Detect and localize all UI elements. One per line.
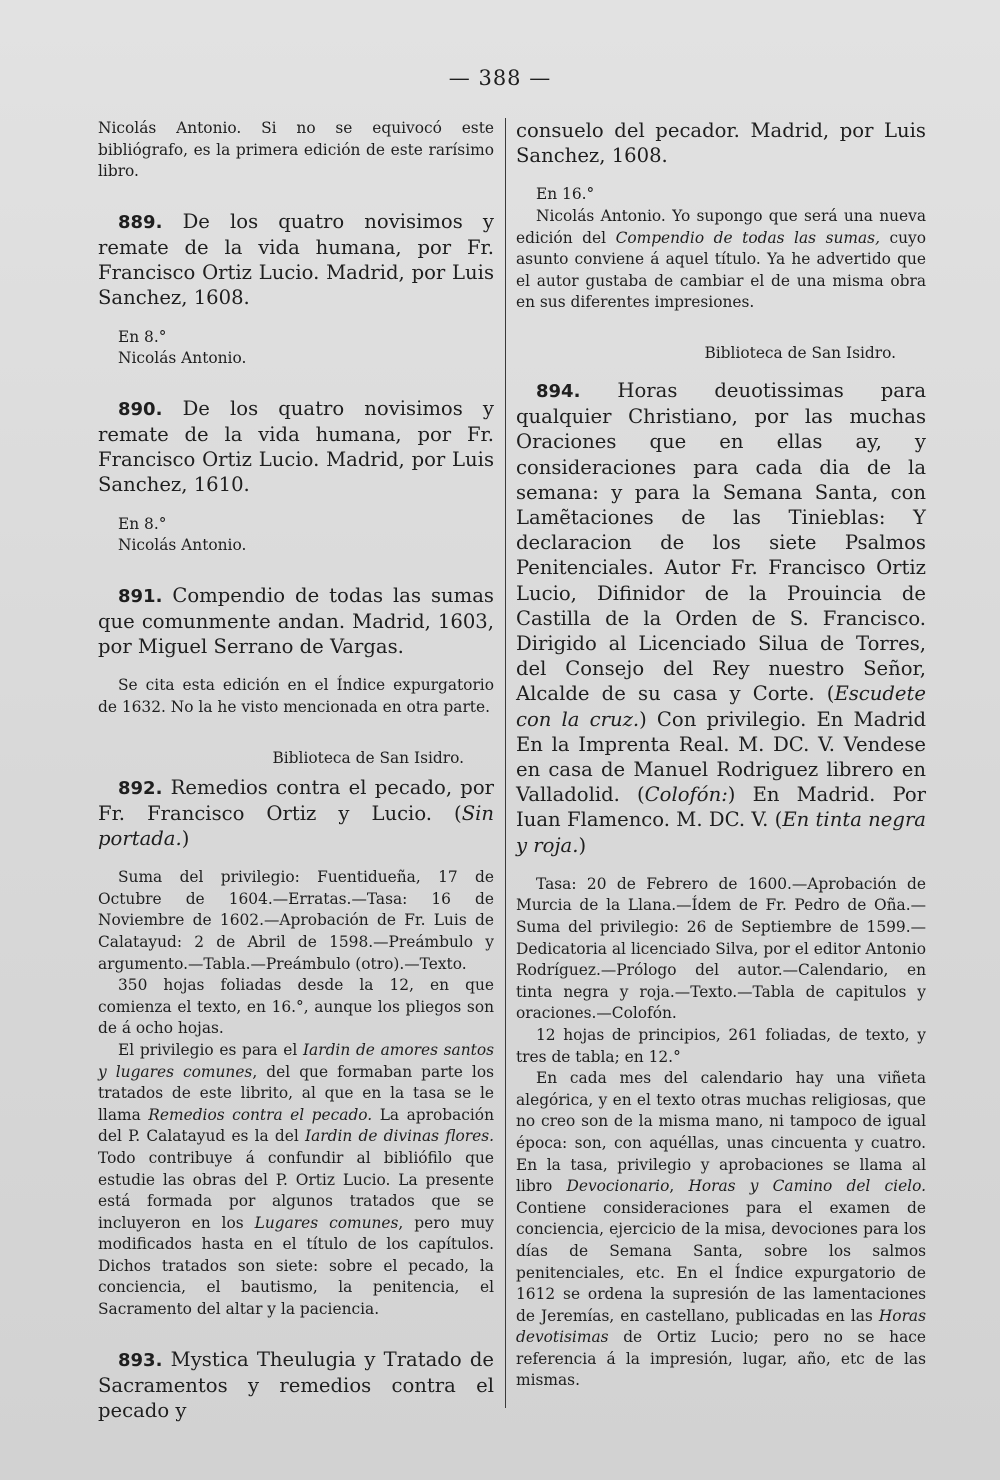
- entry-description: Tasa: 20 de Febrero de 1600.—Aprobación de Murcia de la Llana.—Ídem de Fr. Pedro de Oña.—Suma del privilegio: 26 de Septiembre de 1599.—Dedicatoria al licenciado Silva, por el editor Antonio Rodríguez.—Prólogo del autor.—Calendario, en tinta negra y roja.—Texto.—Tabla de capitulos y oraciones.—Colofón.: [516, 874, 926, 1023]
- entry-number: 894.: [536, 380, 581, 402]
- library-location: Biblioteca de San Isidro.: [704, 343, 896, 362]
- entry-number: 890.: [118, 398, 163, 420]
- entry-title-close: ): [181, 826, 190, 850]
- italic-run: Escudete con la cruz.: [516, 682, 926, 731]
- italic-run: Iardin de amores santos y lugares comunes: [98, 1040, 494, 1081]
- entry-title: De los quatro novisimos y remate de la vida humana, por Fr. Francisco Ortiz Lucio. Madrid, por Luis Sanchez, 1608.: [98, 209, 494, 310]
- italic-run: Iardin de divinas flores.: [305, 1127, 494, 1146]
- entry-893: [98, 1347, 494, 1424]
- format-note: En 8.°: [118, 514, 167, 533]
- italic-run: En tinta negra y roja.: [516, 808, 926, 857]
- text-run: ) En Madrid. Por Iuan Flamenco. M. DC. V. (: [516, 783, 926, 832]
- text-run: En cada mes del calendario hay una viñeta alegórica, y en el texto otras muchas religiosas, que no creo son de la misma mano, ni tampoco de igual época: son, con aquéllas, unas cincuenta y cuatro. En la tasa, privilegio y aprobaciones se llama al libro: [516, 1069, 926, 1196]
- text-run: El privilegio es para el: [118, 1040, 303, 1059]
- entry-title: Compendio de todas las sumas que comunmente andan. Madrid, 1603, por Miguel Serrano de Vargas.: [98, 583, 494, 659]
- italic-run: Lugares comunes: [254, 1213, 399, 1232]
- entry-note: Se cita esta edición en el Índice expurgatorio de 1632. No la he visto mencionada en otra parte.: [98, 676, 494, 716]
- entry-title-italic: Sin portada.: [98, 801, 494, 850]
- italic-run: Colofón:: [644, 783, 728, 807]
- entry-892: [98, 775, 494, 852]
- entry-title: Remedios contra el pecado, por Fr. Francisco Ortiz y Lucio. (: [98, 775, 494, 825]
- entry-number: 892.: [118, 777, 163, 799]
- text-run: Contiene consideraciones para el examen de conciencia, ejercicio de la misa, devociones para los días de Semana Santa, sobre los salmos penitenciales, etc. En el Índice expurgatorio de 1612 se ordena la supresión de las lamentaciones de Jeremías, en castellano, publicadas en las: [516, 1198, 926, 1325]
- text-run: ) Con privilegio. En Madrid En la Imprenta Real. M. DC. V. Vendese en casa de Manuel Rodriguez librero en Valladolid. (: [516, 707, 926, 807]
- entry-commentary: [98, 1040, 494, 1321]
- italic-run: Devocionario: [566, 1177, 670, 1196]
- text-run: cuyo asunto conviene á aquel título. Ya he advertido que el autor gustaba de cambiar el de una misma obra en sus diferentes impresiones.: [516, 228, 926, 312]
- italic-run: Compendio de todas las sumas,: [615, 228, 880, 247]
- entry-description: Suma del privilegio: Fuentidueña, 17 de Octubre de 1604.—Erratas.—Tasa: 16 de Noviembre de 1602.—Aprobación de Fr. Luis de Calatayud: 2 de Abril de 1598.—Preámbulo y argumento.—Tabla.—Preámbulo (otro).—Texto.: [98, 868, 494, 973]
- entry-description: 12 hojas de principios, 261 foliadas, de texto, y tres de tabla; en 12.°: [516, 1025, 926, 1066]
- format-note: En 16.°: [536, 185, 595, 204]
- entry-commentary: [516, 1068, 926, 1392]
- text-run: ,: [669, 1177, 689, 1196]
- library-location: Biblioteca de San Isidro.: [272, 748, 464, 767]
- text-run: La aprobación del P. Calatayud es la del: [98, 1105, 494, 1146]
- continuation-paragraph: Nicolás Antonio. Si no se equivocó este bibliógrafo, es la primera edición de este rarísimo libro.: [98, 119, 494, 181]
- text-run: ): [578, 833, 587, 857]
- page-number: — 388 —: [448, 66, 552, 90]
- entry-number: 891.: [118, 585, 163, 607]
- entry-894: [516, 378, 926, 858]
- entry-893-continuation: consuelo del pecador. Madrid, por Luis Sanchez, 1608.: [516, 119, 926, 168]
- text-run: Todo contribuye á confundir al bibliófilo que estudie las obras del P. Ortiz Lucio. La presente está formada por algunos tratados que se incluyeron en los: [98, 1148, 494, 1232]
- reference-note: Nicolás Antonio.: [118, 536, 247, 555]
- entry-title: De los quatro novisimos y remate de la vida humana, por Fr. Francisco Ortiz Lucio. Madrid, por Luis Sanchez, 1610.: [98, 396, 494, 497]
- text-run: , del que formaban parte los tratados de este librito, al que en la tasa se le llama: [98, 1062, 494, 1124]
- italic-run: Horas devotisimas: [516, 1306, 926, 1347]
- entry-890: [98, 396, 494, 498]
- entry-number: 889.: [118, 211, 163, 233]
- format-note: En 8.°: [118, 327, 167, 346]
- entry-891: [98, 583, 494, 660]
- entry-889: [98, 209, 494, 311]
- entry-note: [516, 206, 926, 314]
- italic-run: Horas y Camino del cielo.: [688, 1177, 926, 1196]
- entry-title: Mystica Theulugia y Tratado de Sacramentos y remedios contra el pecado y: [98, 1347, 494, 1423]
- left-column: [98, 118, 494, 1423]
- entry-number: 893.: [118, 1349, 163, 1371]
- text-run: Nicolás Antonio. Yo supongo que será una nueva edición del: [516, 207, 926, 247]
- reference-note: Nicolás Antonio.: [118, 349, 247, 368]
- right-column: [516, 118, 926, 1392]
- entry-description: 350 hojas foliadas desde la 12, en que comienza el texto, en 16.°, aunque los pliegos son de á ocho hojas.: [98, 976, 494, 1038]
- italic-run: Remedios contra el pecado.: [148, 1105, 373, 1124]
- text-run: , pero muy modificados hasta en el título de los capítulos. Dichos tratados son siete: sobre el pecado, la conciencia, el bautismo, la penitencia, el Sacramento del altar y la paciencia.: [98, 1213, 494, 1319]
- text-run: de Ortiz Lucio; pero no se hace referencia á la impresión, lugar, año, etc de las mismas.: [516, 1328, 926, 1390]
- column-divider: [505, 118, 506, 1408]
- text-run: Horas deuotissimas para qualquier Christiano, por las muchas Oraciones que en ellas ay, y consideraciones para cada dia de la semana: y para la Semana Santa, con Lamẽtaciones de las Tinieblas: Y declaracion de los siete Psalmos Penitenciales. Autor Fr. Francisco Ortiz Lucio, Difinidor de la Prouincia de Castilla de la Orden de S. Francisco. Dirigido al Licenciado Silua de Torres, del Consejo del Rey nuestro Señor, Alcalde de su casa y Corte. (: [516, 378, 926, 706]
